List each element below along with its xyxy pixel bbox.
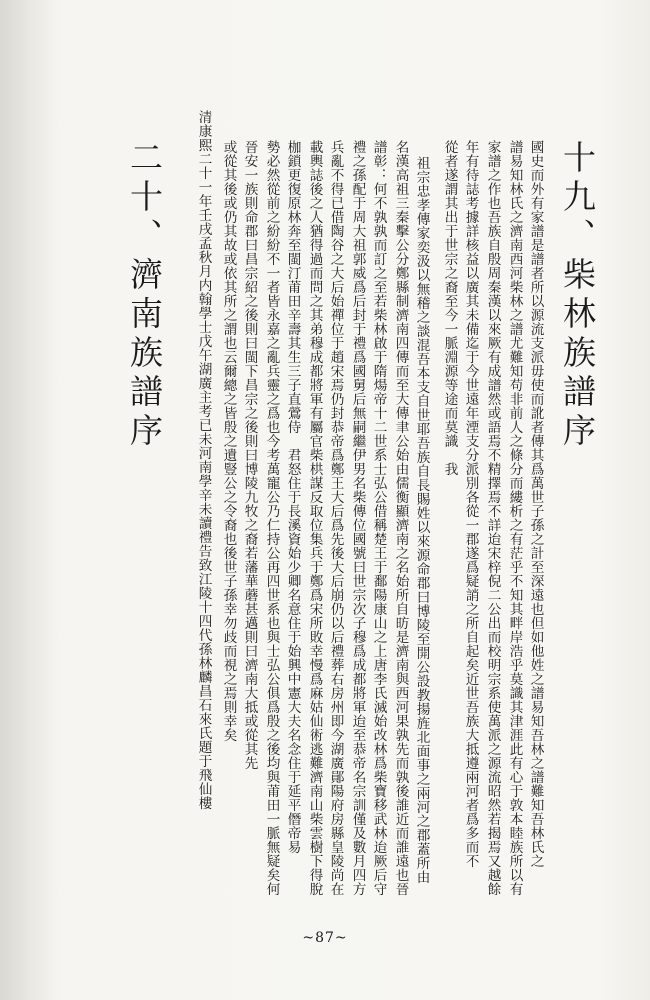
text-column-5: 從者遂謂其出于世宗之裔至今一脈淵源等途而莫識 我 [441,140,458,476]
text-column-15: 或從其後或仍其故或依其所之謂也云爾總之皆殷之遺豎公之令裔也後世子孫幸勿歧而視之焉則幸矣 [220,140,237,742]
page-number: ~87~ [302,930,348,946]
text-column-16: 清康熙二十一年壬戌孟秋月内翰學士戊午湖廣主考已未河南學辛未讀禮告致江陵十四代孫林麟昌石來氏題于飛仙樓 [195,110,212,810]
text-column-6: 祖宗忠孝傳家奕汲以無稽之談混吾本支自世耶吾族自長賜姓以來源命郡曰博陵至開公設教揚旌北面事之兩河之郡蓋所由 [413,156,430,884]
text-column-1: 國史而外有家譜是譜者所以源流支派毋使而訛者傳其爲萬世子孫之計至深遠也但如他姓之譜易知吾林之譜難知吾林氏之 [527,140,544,868]
text-column-2: 譜易知林氏之濟南西河柴林之譜尤難知苟非前人之條分而縷析之有茫乎不知其畔岸浩乎莫識其津涯此有心于敦本睦族所以有 [506,140,523,896]
text-column-9: 禮之孫配于周大祖郭威爲后封于禮爲國舅后無嗣繼伊男名柴傳位國號曰世宗次子穆爲成都將軍迨至恭帝名宗訓僅及數月四方 [349,140,366,896]
text-column-11: 載輿誌後之人猶得過而問之其弟穆成都將軍有屬官柴栱謀反取位集兵于鄭爲宋所敗幸慢爲麻姑仙術逃難濟南山柴雲樹下得脫 [306,140,323,896]
section-20-heading: 二十、濟南族譜序 [125,140,164,452]
text-column-14: 晉安一族則命郡曰昌宗紹之後則曰閩下昌宗之後則曰博陵九牧之裔若藩華蘑甚邁則曰濟南大抵或從其先 [241,140,258,770]
text-column-10: 兵亂不得已借陶谷之大后始禪位于趙宋焉仍封恭帝爲鄭王大后爲先後大后崩仍以后禮葬右房州即今湖廣鄖陽府房縣皇陵尚在 [327,140,344,896]
text-column-8: 譜彰：何不孰孰而訂之至若柴林啟于隋煬帝十二世系士弘公借稱楚王于鄱陽康山之上唐李氏滅始改林爲柴寶移武林迨厥后守 [370,140,387,896]
text-column-7: 名漢高祖三秦擊公分鄭縣制濟南四傳而至大傳聿公始由儒衡顯濟南之名始所自昉是濟南與西河果孰先而孰後誰近而誰遠也晉 [392,140,409,896]
text-column-3: 家譜之作也吾族自殷周秦漢以來厥有成譜然或語焉不精擇焉不詳迨宋梓倪二公出而校明宗系使萬派之源流昭然若揭焉又越餘 [484,140,501,896]
page-binding-shadow [0,0,60,1000]
text-column-4: 年有待誌考據詳核益以廣其未備迄于今世遠年湮支分派別各從一郡遂爲疑誚之所自起矣近世吾族大抵遵兩河者爲多而不 [462,140,479,868]
text-column-12: 枷鎖更復原林奔至閩汀莆田辛壽其生三子直鶯侍 君怒住于長溪資始少卿名意住于始興中憲大夫名念住于延平僭帝易 [284,140,301,854]
section-19-heading: 十九、柴林族譜序 [558,140,597,452]
text-column-13: 勢必然從前之紛紛不一者皆永嘉之亂兵靈之爲也今考萬寵公乃仁持公再四世系也與士弘公俱爲殷之後均與莆田一脈無疑矣何 [263,140,280,896]
